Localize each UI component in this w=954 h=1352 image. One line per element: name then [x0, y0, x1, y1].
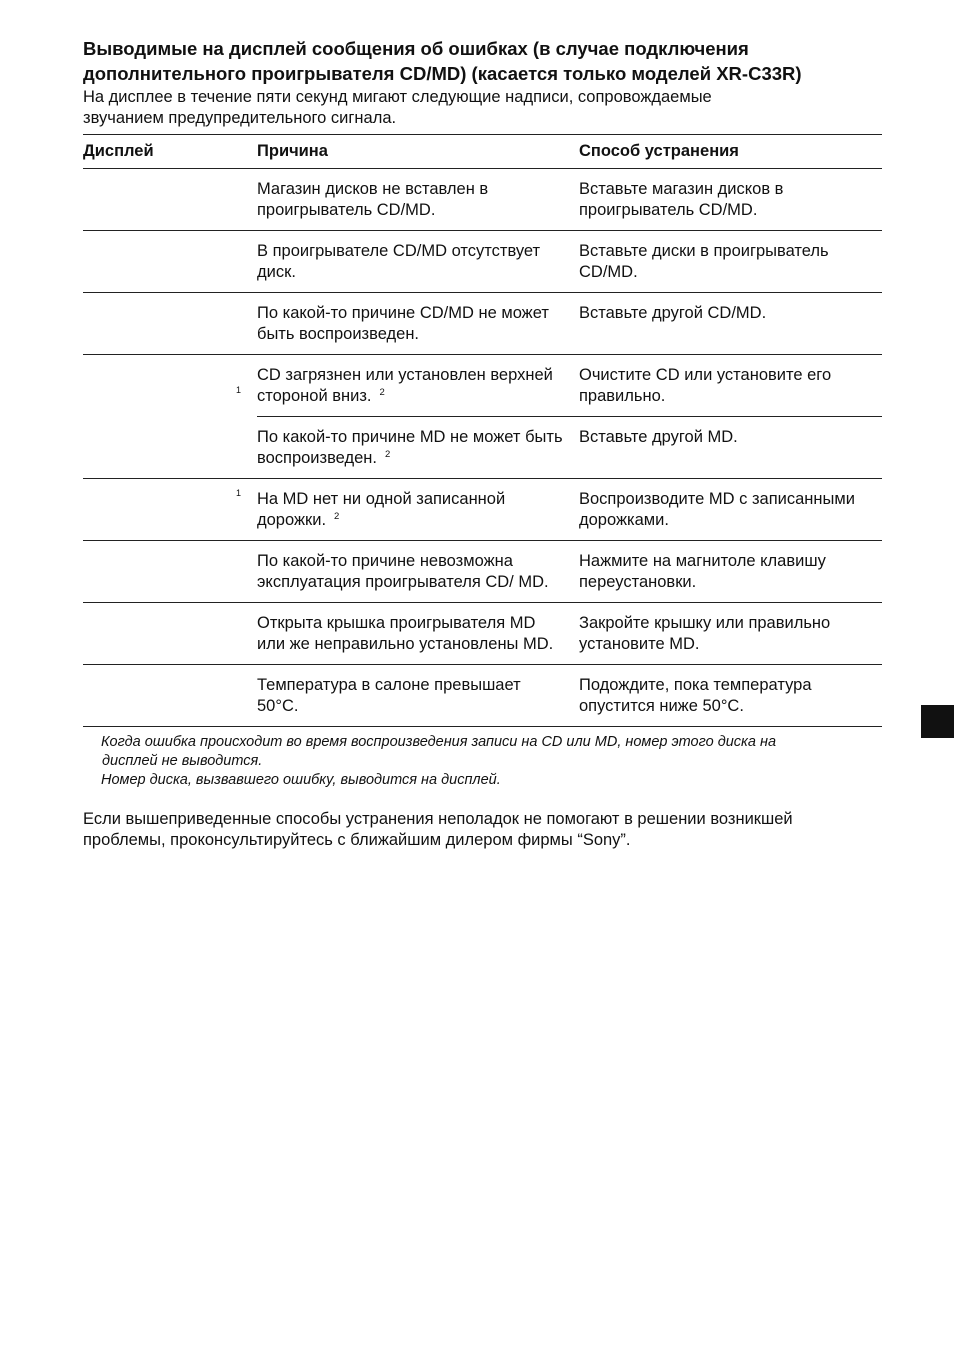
- remedy-cell: Закройте крышку или правильно установите MD.: [579, 603, 882, 665]
- cause-text: Магазин дисков не вставлен в проигрыватель CD/MD.: [257, 180, 489, 219]
- display-cell: [83, 231, 257, 293]
- table-row: [83, 231, 882, 293]
- table-header-row: [83, 135, 882, 169]
- table-row: [83, 169, 882, 231]
- remedy-cell: Очистите CD или установите его правильно.: [579, 355, 882, 417]
- footnote-ref: 2: [384, 448, 391, 460]
- cause-cell: [257, 541, 579, 603]
- header-display: Дисплей: [83, 135, 257, 169]
- closing-line-2: проблемы, проконсультируйтесь с ближайшим дилером фирмы “Sony”.: [83, 831, 631, 849]
- remedy-cell: Вставьте магазин дисков в проигрыватель CD/MD.: [579, 169, 882, 231]
- intro-paragraph: [83, 87, 882, 129]
- table-row: [83, 355, 882, 417]
- remedy-cell: Вставьте диски в проигрыватель CD/MD.: [579, 231, 882, 293]
- display-cell: [83, 293, 257, 355]
- closing-paragraph: [83, 809, 882, 851]
- closing-line-1: Если вышеприведенные способы устранения неполадок не помогают в решении возникшей: [83, 810, 793, 828]
- intro-line-1: На дисплее в течение пяти секунд мигают следующие надписи, сопровождаемые: [83, 88, 712, 106]
- heading-line-1: Выводимые на дисплей сообщения об ошибках (в случае подключения: [83, 38, 749, 59]
- cause-text: В проигрывателе CD/MD отсутствует диск.: [257, 242, 541, 281]
- footnote-marker: 1: [235, 385, 241, 395]
- heading-line-2: дополнительного проигрывателя CD/MD) (касается только моделей XR-C33R): [83, 63, 802, 84]
- footnote-ref: 2: [334, 510, 340, 522]
- remedy-cell: Подождите, пока температура опустится ниже 50°C.: [579, 665, 882, 727]
- footnote-1-line-2: дисплей не выводится.: [102, 753, 263, 769]
- table-row: [83, 293, 882, 355]
- section-tab-marker: [921, 705, 954, 738]
- display-cell: [83, 479, 257, 541]
- intro-line-2: звучанием предупредительного сигнала.: [83, 109, 397, 127]
- cause-text: По какой-то причине MD не может быть воспроизведен.: [257, 428, 563, 467]
- cause-cell: [257, 665, 579, 727]
- footnotes: [101, 733, 882, 790]
- table-row: [83, 541, 882, 603]
- cause-text: На MD нет ни одной записанной дорожки.: [257, 490, 506, 529]
- section-heading: [83, 36, 882, 86]
- display-cell: [83, 169, 257, 231]
- cause-text: CD загрязнен или установлен верхней стороной вниз.: [257, 366, 553, 405]
- display-cell: [83, 665, 257, 727]
- footnote-1-line-1: Когда ошибка происходит во время воспроизведения записи на CD или MD, номер этого диска на: [101, 734, 777, 750]
- table-row: [83, 603, 882, 665]
- display-cell: [83, 541, 257, 603]
- cause-cell: [257, 293, 579, 355]
- cause-cell: [257, 231, 579, 293]
- header-remedy: Способ устранения: [579, 135, 882, 169]
- table-body: [83, 169, 882, 727]
- table-row: [83, 479, 882, 541]
- footnote-ref: 2: [379, 386, 385, 398]
- footnote-marker: 1: [235, 488, 241, 498]
- cause-cell: [257, 603, 579, 665]
- manual-page: [83, 36, 882, 851]
- cause-text: Открыта крышка проигрывателя MD или же неправильно установлены MD.: [257, 614, 554, 653]
- cause-cell: [257, 355, 579, 417]
- cause-cell: [257, 479, 579, 541]
- remedy-cell: Вставьте другой MD.: [579, 417, 882, 479]
- cause-cell: [257, 417, 579, 479]
- display-cell: [83, 355, 257, 479]
- cause-text: По какой-то причине CD/MD не может быть воспроизведен.: [257, 304, 549, 343]
- footnote-2: Номер диска, вызвавшего ошибку, выводится на дисплей.: [101, 772, 501, 788]
- remedy-cell: Вставьте другой CD/MD.: [579, 293, 882, 355]
- cause-text: По какой-то причине невозможна эксплуатация проигрывателя CD/ MD.: [257, 552, 549, 591]
- error-messages-table: [83, 134, 882, 727]
- header-cause: Причина: [257, 135, 579, 169]
- cause-cell: [257, 169, 579, 231]
- table-header: [83, 135, 882, 169]
- cause-text: Температура в салоне превышает 50°C.: [257, 676, 521, 715]
- table-row: [83, 665, 882, 727]
- remedy-cell: Воспроизводите MD с записанными дорожками.: [579, 479, 882, 541]
- remedy-cell: Нажмите на магнитоле клавишу переустановки.: [579, 541, 882, 603]
- display-cell: [83, 603, 257, 665]
